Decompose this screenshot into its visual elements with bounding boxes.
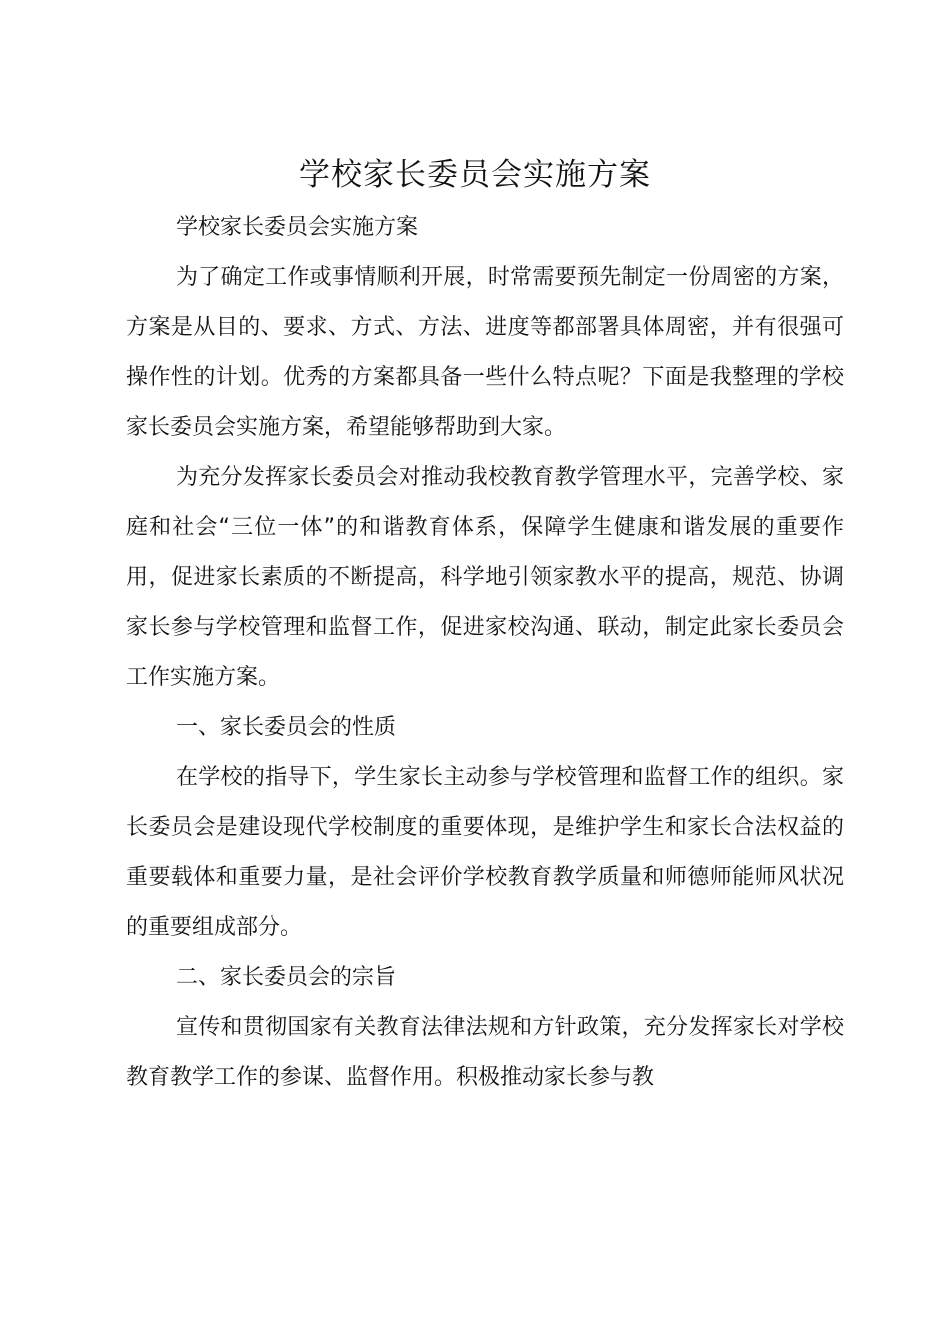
aim-paragraph: 宣传和贯彻国家有关教育法律法规和方针政策，充分发挥家长对学校教育教学工作的参谋、监督作用。积极推动家长参与教 bbox=[126, 1015, 844, 1090]
document-title: 学校家长委员会实施方案 bbox=[299, 157, 651, 193]
document-body bbox=[126, 203, 844, 1103]
intro-paragraph: 为了确定工作或事情顺利开展，时常需要预先制定一份周密的方案，方案是从目的、要求、方式、方法、进度等都部署具体周密，并有很强可操作性的计划。优秀的方案都具备一些什么特点呢？下面是我整理的学校家长委员会实施方案，希望能够帮助到大家。 bbox=[126, 265, 844, 440]
nature-paragraph: 在学校的指导下，学生家长主动参与学校管理和监督工作的组织。家长委员会是建设现代学校制度的重要体现，是维护学生和家长合法权益的重要载体和重要力量，是社会评价学校教育教学质量和师德师能师风状况的重要组成部分。 bbox=[126, 765, 844, 940]
section-heading-nature: 一、家长委员会的性质 bbox=[176, 715, 397, 740]
section-heading-aim: 二、家长委员会的宗旨 bbox=[176, 965, 397, 990]
purpose-paragraph: 为充分发挥家长委员会对推动我校教育教学管理水平，完善学校、家庭和社会“三位一体”的和谐教育体系，保障学生健康和谐发展的重要作用，促进家长素质的不断提高，科学地引领家教水平的提高，规范、协调家长参与学校管理和监督工作，促进家校沟通、联动，制定此家长委员会工作实施方案。 bbox=[126, 465, 844, 690]
subtitle-paragraph: 学校家长委员会实施方案 bbox=[176, 215, 419, 240]
